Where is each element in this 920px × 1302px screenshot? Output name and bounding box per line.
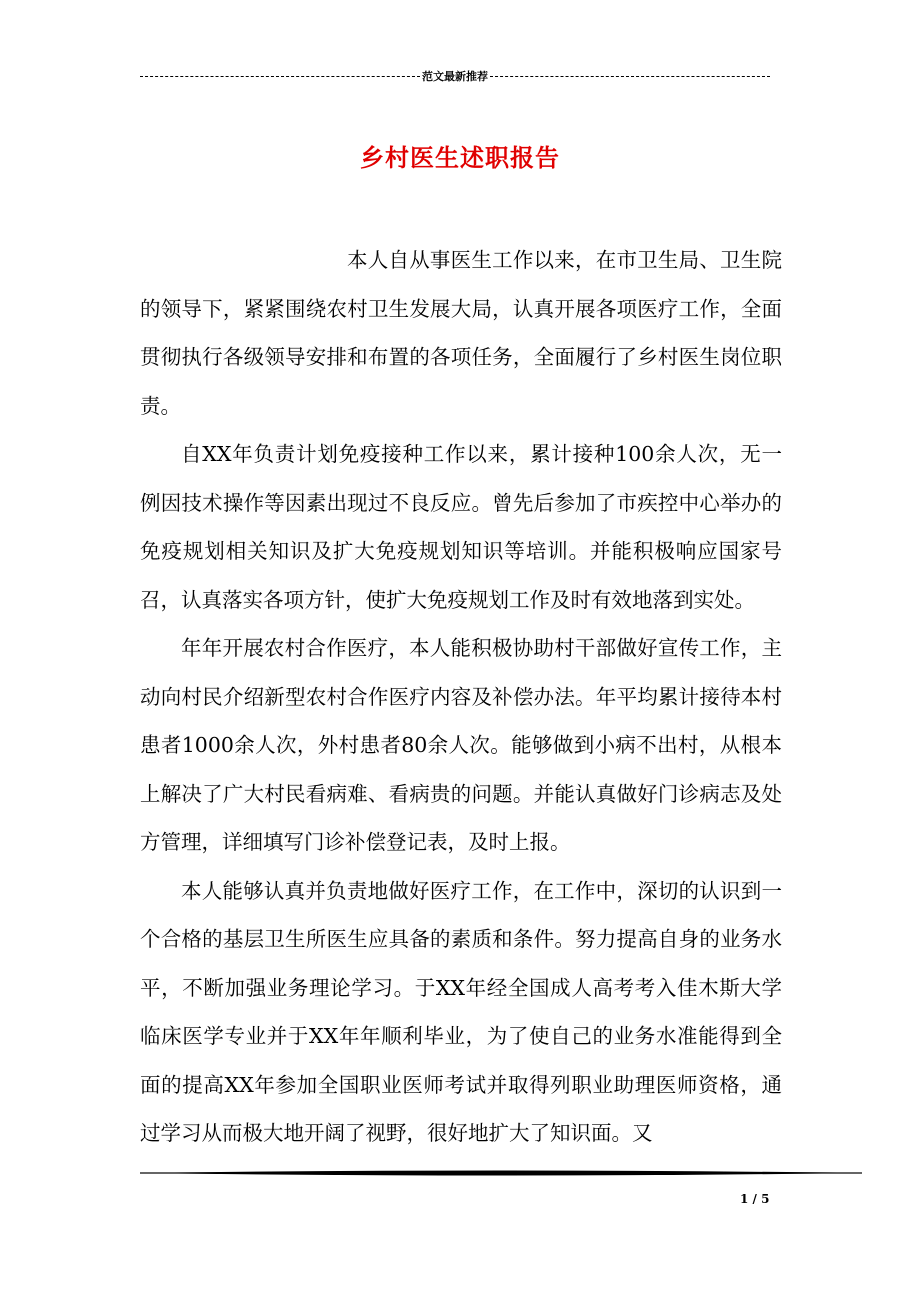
document-title: 乡村医生述职报告 bbox=[360, 144, 560, 173]
paragraph-2: 自XX年负责计划免疫接种工作以来，累计接种100余人次，无一例因技术操作等因素出现过不良反应。曾先后参加了市疾控中心举办的免疫规划相关知识及扩大免疫规划知识等培训。并能积极响应国家号召，认真落实各项方针，使扩大免疫规划工作及时有效地落到实处。 bbox=[140, 442, 782, 612]
paragraph-1: 本人自从事医生工作以来，在市卫生局、卫生院的领导下，紧紧围绕农村卫生发展大局，认真开展各项医疗工作，全面贯彻执行各级领导安排和布置的各项任务，全面履行了乡村医生岗位职责。 bbox=[140, 248, 782, 418]
paragraph-4: 本人能够认真并负责地做好医疗工作，在工作中，深切的认识到一个合格的基层卫生所医生应具备的素质和条件。努力提高自身的业务水平，不断加强业务理论学习。于XX年经全国成人高考考入佳木斯大学临床医学专业并于XX年年顺利毕业，为了使自己的业务水准能得到全面的提高XX年参加全国职业医师考试并取得列职业助理医师资格，通过学习从而极大地开阔了视野，很好地扩大了知识面。又 bbox=[140, 878, 782, 1145]
header-label: 范文最新推荐 bbox=[422, 70, 488, 83]
paragraph-3: 年年开展农村合作医疗，本人能积极协助村干部做好宣传工作，主动向村民介绍新型农村合作医疗内容及补偿办法。年平均累计接待本村患者1000余人次，外村患者80余人次。能够做到小病不出村，从根本上解决了广大村民看病难、看病贵的问题。并能认真做好门诊病志及处方管理，详细填写门诊补偿登记表，及时上报。 bbox=[140, 636, 782, 854]
header-dash-right bbox=[490, 76, 770, 77]
document-body bbox=[140, 236, 782, 1158]
page-header bbox=[140, 66, 770, 86]
header-dash-left bbox=[140, 76, 420, 77]
page-number: 1 / 5 bbox=[740, 1192, 770, 1206]
footer-divider bbox=[140, 1168, 862, 1178]
